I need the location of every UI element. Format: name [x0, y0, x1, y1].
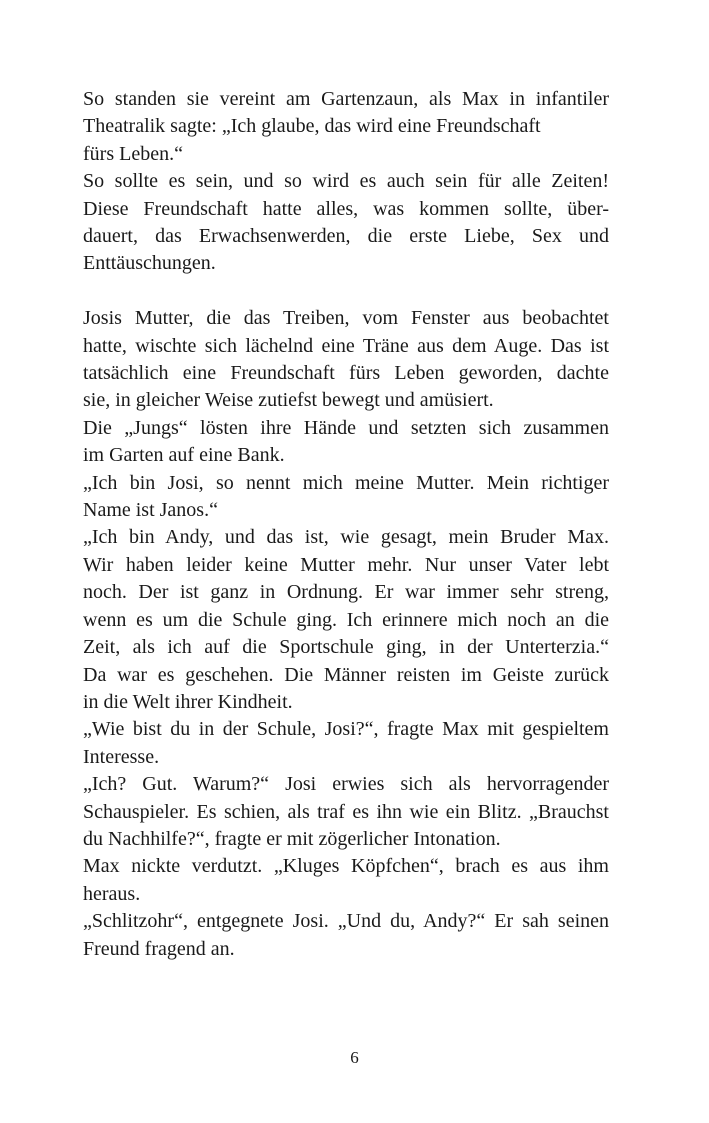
- text-line: Da war es geschehen. Die Männer reisten im Geiste zurück: [83, 663, 609, 686]
- text-line: noch. Der ist ganz in Ordnung. Er war immer sehr streng,: [83, 581, 609, 604]
- text-line: tatsächlich eine Freundschaft fürs Leben geworden, dachte: [83, 362, 609, 385]
- text-line: im Garten auf eine Bank.: [83, 444, 285, 467]
- text-line: dauert, das Erwachsenwerden, die erste Liebe, Sex und: [83, 225, 609, 248]
- text-line: Diese Freundschaft hatte alles, was kommen sollte, über-: [83, 197, 609, 220]
- text-line: Die „Jungs“ lösten ihre Hände und setzten sich zusammen: [83, 416, 609, 439]
- text-line: wenn es um die Schule ging. Ich erinnere mich noch an die: [83, 608, 609, 631]
- text-line: „Schlitzohr“, entgegnete Josi. „Und du, Andy?“ Er sah seinen: [83, 910, 609, 933]
- text-line: „Ich bin Josi, so nennt mich meine Mutter. Mein richtiger: [83, 471, 609, 494]
- paragraph: [83, 86, 609, 278]
- text-line: „Ich? Gut. Warum?“ Josi erwies sich als hervorragender: [83, 773, 609, 796]
- text-line: hatte, wischte sich lächelnd eine Träne aus dem Auge. Das ist: [83, 334, 609, 357]
- text-line: fürs Leben.“: [83, 142, 183, 165]
- text-line: heraus.: [83, 882, 141, 905]
- text-line: Theatralik sagte: „Ich glaube, das wird eine Freundschaft: [83, 115, 541, 138]
- text-line: So standen sie vereint am Gartenzaun, als Max in infantiler: [83, 88, 609, 110]
- text-line: Schauspieler. Es schien, als traf es ihn wie ein Blitz. „Brauchst: [83, 800, 609, 823]
- text-line: du Nachhilfe?“, fragte er mit zögerlicher Intonation.: [83, 827, 501, 850]
- text-line: in die Welt ihrer Kindheit.: [83, 690, 293, 713]
- text-line: Name ist Janos.“: [83, 499, 218, 522]
- text-line: Zeit, als ich auf die Sportschule ging, in der Unterterzia.“: [83, 636, 609, 659]
- paragraph: [83, 305, 609, 963]
- text-line: „Wie bist du in der Schule, Josi?“, fragte Max mit gespieltem: [83, 718, 609, 741]
- text-line: Wir haben leider keine Mutter mehr. Nur unser Vater lebt: [83, 553, 609, 576]
- paragraph-gap: [83, 278, 609, 305]
- text-line: „Ich bin Andy, und das ist, wie gesagt, mein Bruder Max.: [83, 526, 609, 549]
- text-line: sie, in gleicher Weise zutiefst bewegt und amüsiert.: [83, 389, 494, 412]
- text-line: Josis Mutter, die das Treiben, vom Fenster aus beobachtet: [83, 307, 609, 330]
- text-line: So sollte es sein, und so wird es auch sein für alle Zeiten!: [83, 170, 609, 193]
- text-line: Interesse.: [83, 745, 160, 768]
- text-line: Enttäuschungen.: [83, 252, 216, 275]
- text-line: Max nickte verdutzt. „Kluges Köpfchen“, brach es aus ihm: [83, 855, 609, 878]
- page-number: 6: [350, 1048, 359, 1067]
- book-page-text: [83, 86, 609, 963]
- text-line: Freund fragend an.: [83, 937, 235, 960]
